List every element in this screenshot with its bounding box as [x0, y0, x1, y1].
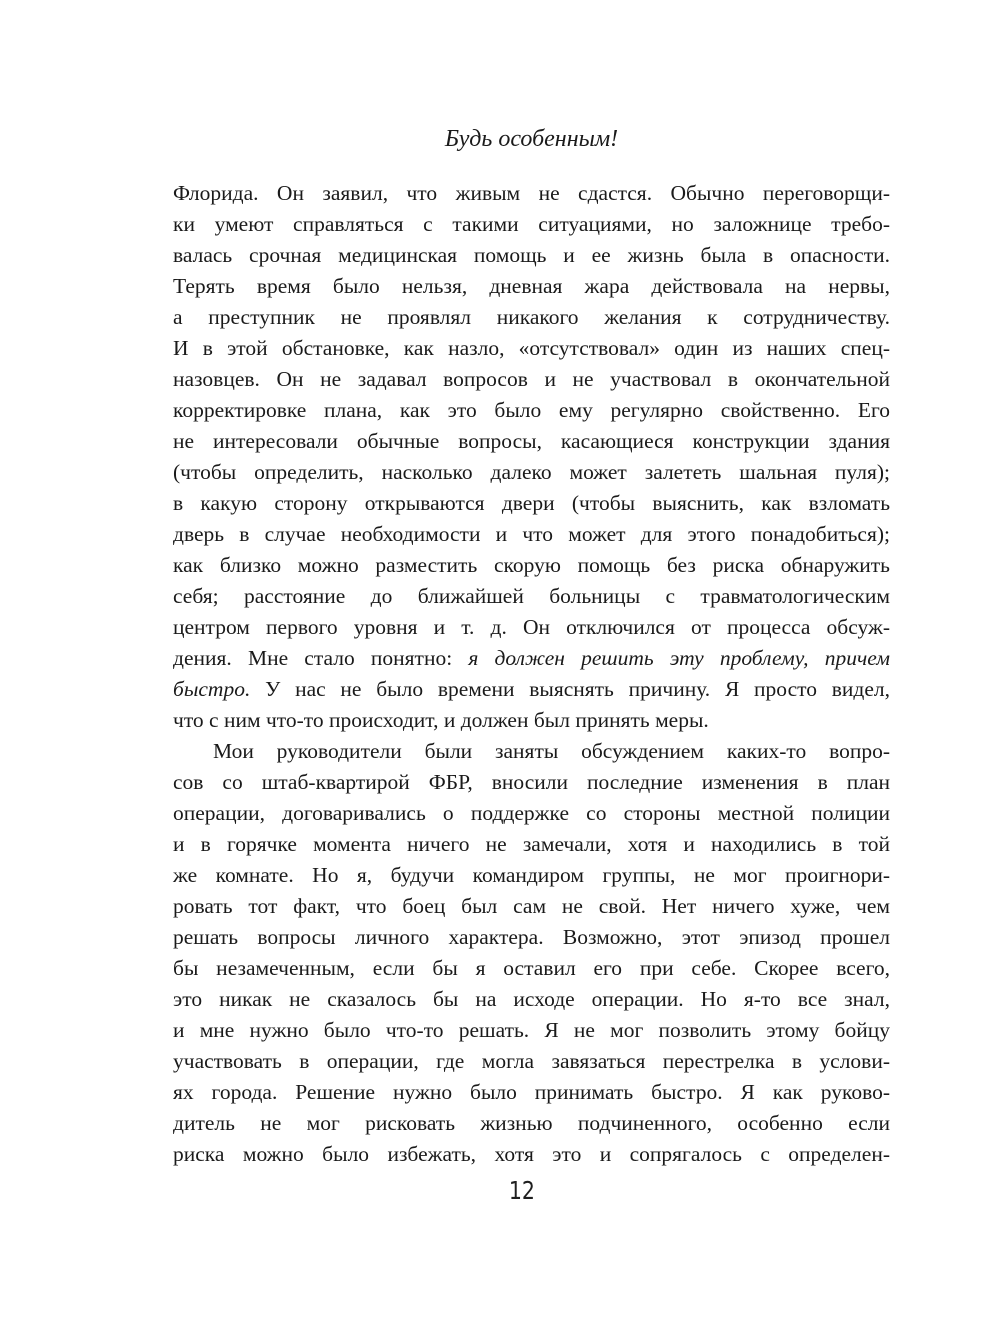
- text-segment: ровать тот факт, что боец был сам не свой. Нет ничего хуже, чем: [173, 894, 890, 918]
- text-segment: дитель не мог рисковать жизнью подчиненного, особенно если: [173, 1111, 890, 1135]
- text-line: [173, 1077, 890, 1108]
- text-segment: (чтобы определить, насколько далеко может залететь шальная пуля);: [173, 460, 890, 484]
- text-segment: как близко можно разместить скорую помощь без риска обнаружить: [173, 553, 890, 577]
- text-segment: центром первого уровня и т. д. Он отключился от процесса обсуж-: [173, 615, 890, 639]
- text-segment: в какую сторону открываются двери (чтобы выяснить, как взломать: [173, 491, 890, 515]
- text-line: [173, 1015, 890, 1046]
- text-segment: не интересовали обычные вопросы, касающиеся конструкции здания: [173, 429, 890, 453]
- text-line: [173, 457, 890, 488]
- text-line: [173, 1139, 890, 1170]
- text-segment: себя; расстояние до ближайшей больницы с травматологическим: [173, 584, 890, 608]
- text-line: [173, 333, 890, 364]
- text-segment: ях города. Решение нужно было принимать быстро. Я как руково-: [173, 1080, 890, 1104]
- text-segment: бы незамеченным, если бы я оставил его при себе. Скорее всего,: [173, 956, 890, 980]
- text-segment: дения. Мне стало понятно:: [173, 646, 469, 670]
- text-line: [173, 302, 890, 333]
- text-line: [173, 271, 890, 302]
- text-segment: Терять время было нельзя, дневная жара действовала на нервы,: [173, 274, 890, 298]
- text-line: [173, 612, 890, 643]
- text-line: [173, 240, 890, 271]
- text-line: [173, 550, 890, 581]
- text-line: [173, 891, 890, 922]
- chapter-title: Будь особенным!: [444, 126, 619, 152]
- text-line: [173, 984, 890, 1015]
- text-segment: же комнате. Но я, будучи командиром группы, не мог проигнори-: [173, 863, 890, 887]
- page-number: 12: [508, 1176, 535, 1205]
- text-line: [173, 705, 890, 736]
- text-segment: и мне нужно было что-то решать. Я не мог позволить этому бойцу: [173, 1018, 890, 1042]
- text-line: [173, 364, 890, 395]
- text-segment: Мои руководители были заняты обсуждением каких-то вопро-: [213, 739, 890, 763]
- text-line: [173, 581, 890, 612]
- italic-text-segment: быстро.: [173, 677, 251, 701]
- text-segment: дверь в случае необходимости и что может для этого понадобиться);: [173, 522, 890, 546]
- text-segment: это никак не сказалось бы на исходе операции. Но я-то все знал,: [173, 987, 890, 1011]
- text-line: [173, 953, 890, 984]
- text-line: [173, 1108, 890, 1139]
- text-line: [173, 209, 890, 240]
- text-line: [173, 860, 890, 891]
- text-segment: сов со штаб-квартирой ФБР, вносили последние изменения в план: [173, 770, 890, 794]
- text-segment: решать вопросы личного характера. Возможно, этот эпизод прошел: [173, 925, 890, 949]
- text-segment: а преступник не проявлял никакого желания к сотрудничеству.: [173, 305, 890, 329]
- text-line: [173, 519, 890, 550]
- text-segment: Флорида. Он заявил, что живым не сдастся. Обычно переговорщи-: [173, 181, 890, 205]
- text-line: [173, 922, 890, 953]
- text-segment: участвовать в операции, где могла завязаться перестрелка в услови-: [173, 1049, 890, 1073]
- text-segment: и в горячке момента ничего не замечали, хотя и находились в той: [173, 832, 890, 856]
- text-line: [173, 767, 890, 798]
- text-line: [173, 798, 890, 829]
- italic-text-segment: я должен решить эту проблему, причем: [468, 646, 890, 670]
- body-text: [173, 178, 890, 1170]
- page-footer: [173, 1177, 870, 1205]
- text-segment: И в этой обстановке, как назло, «отсутствовал» один из наших спец-: [173, 336, 890, 360]
- text-segment: У нас не было времени выяснять причину. Я просто видел,: [250, 677, 890, 701]
- text-segment: ки умеют справляться с такими ситуациями, но заложнице требо-: [173, 212, 890, 236]
- text-line: [173, 395, 890, 426]
- text-line: [173, 829, 890, 860]
- text-line: [173, 736, 890, 767]
- text-line: [173, 488, 890, 519]
- text-segment: что с ним что-то происходит, и должен был принять меры.: [173, 708, 709, 732]
- running-header: [173, 124, 890, 154]
- text-segment: назовцев. Он не задавал вопросов и не участвовал в окончательной: [173, 367, 890, 391]
- text-line: [173, 178, 890, 209]
- text-segment: корректировке плана, как это было ему регулярно свойственно. Его: [173, 398, 890, 422]
- text-line: [173, 674, 890, 705]
- text-line: [173, 643, 890, 674]
- text-segment: операции, договаривались о поддержке со стороны местной полиции: [173, 801, 890, 825]
- text-segment: риска можно было избежать, хотя это и сопрягалось с определен-: [173, 1142, 890, 1166]
- text-line: [173, 426, 890, 457]
- text-line: [173, 1046, 890, 1077]
- text-segment: валась срочная медицинская помощь и ее жизнь была в опасности.: [173, 243, 890, 267]
